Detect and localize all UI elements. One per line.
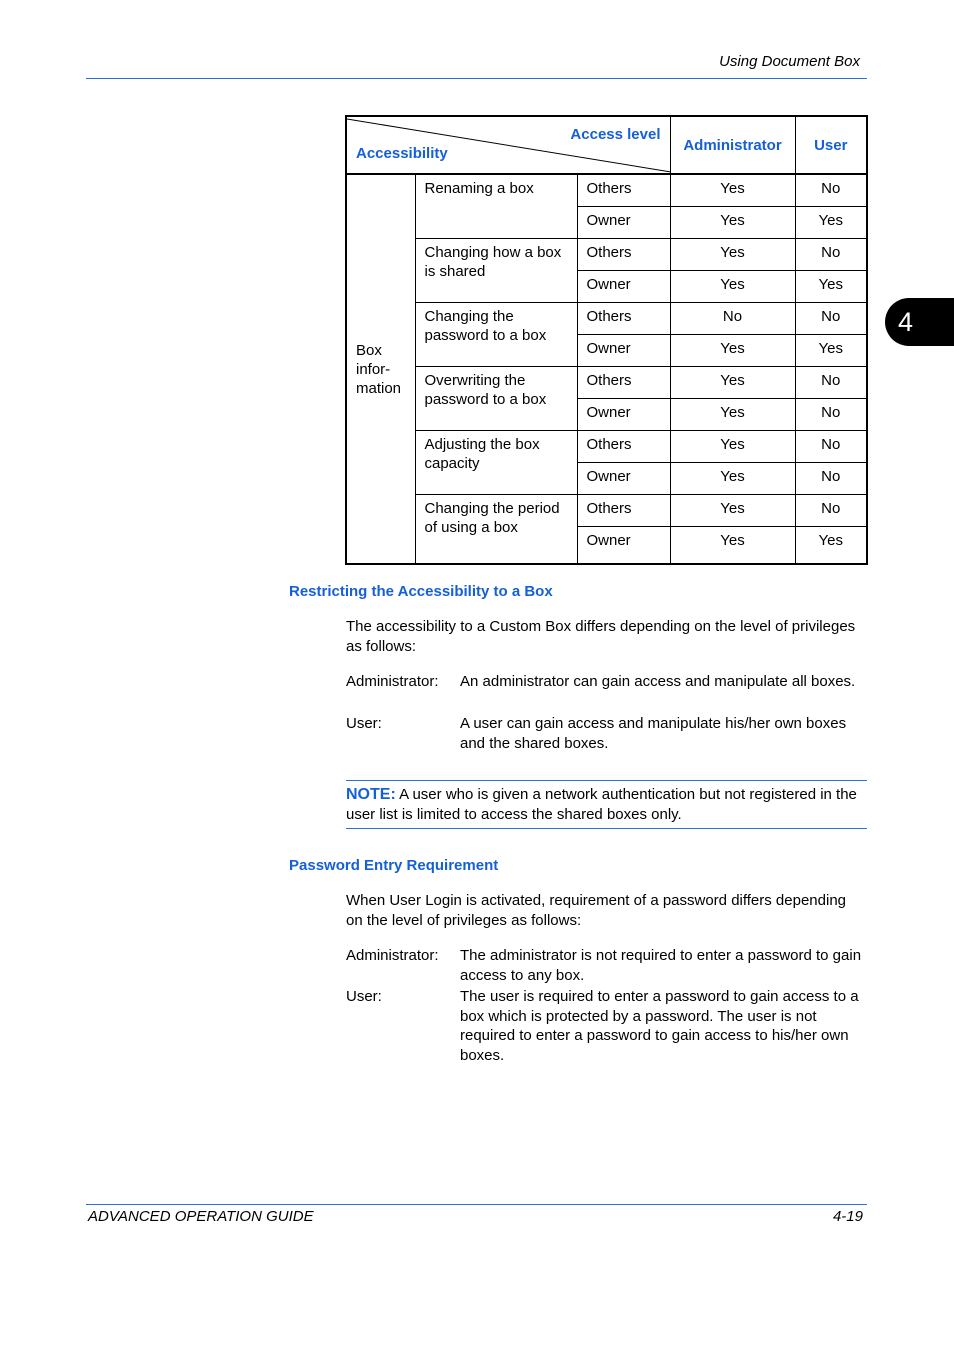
requester-cell: Others (577, 238, 670, 270)
restricting-heading: Restricting the Accessibility to a Box (289, 583, 553, 600)
requester-cell: Owner (577, 398, 670, 430)
administrator-value-cell: Yes (670, 270, 795, 302)
requester-cell: Owner (577, 334, 670, 366)
table-body (346, 174, 867, 564)
administrator-value-cell: Yes (670, 334, 795, 366)
requester-cell: Others (577, 302, 670, 334)
administrator-column-header: Administrator (670, 116, 795, 174)
table-header-row (346, 116, 867, 174)
definition-description: The administrator is not required to enter a password to gain access to any box. (460, 947, 862, 984)
operation-cell: Adjusting the box capacity (415, 430, 577, 494)
note-label: NOTE: (346, 786, 396, 803)
administrator-value-cell: Yes (670, 206, 795, 238)
diagonal-header-cell (346, 116, 670, 174)
user-value-cell: No (795, 398, 867, 430)
table-row (346, 366, 867, 398)
access-level-label: Access level (570, 126, 661, 143)
definition-description: An administrator can gain access and manipulate all boxes. (460, 673, 856, 690)
user-value-cell: Yes (795, 334, 867, 366)
note-box (346, 780, 867, 829)
operation-cell: Changing how a box is shared (415, 238, 577, 302)
definition-term: User: (346, 715, 382, 732)
header-rule (86, 78, 867, 79)
table-row (346, 238, 867, 270)
administrator-value-cell: Yes (670, 238, 795, 270)
administrator-value-cell: Yes (670, 366, 795, 398)
user-value-cell: Yes (795, 206, 867, 238)
table-row (346, 174, 867, 206)
operation-cell: Overwriting the password to a box (415, 366, 577, 430)
page-number: 4-19 (832, 1208, 863, 1225)
definition-term: User: (346, 988, 382, 1005)
user-value-cell: No (795, 238, 867, 270)
administrator-value-cell: Yes (670, 494, 795, 526)
definition-description: The user is required to enter a password to gain access to a box which is protected by a password. The user is not required to enter a password to gain access to his/her own boxes. (460, 988, 859, 1064)
footer-rule (86, 1204, 867, 1205)
administrator-value-cell: Yes (670, 462, 795, 494)
requester-cell: Others (577, 174, 670, 206)
note-text: A user who is given a network authentication but not registered in the user list is limited to access the shared boxes only. (346, 786, 857, 823)
requester-cell: Owner (577, 462, 670, 494)
user-value-cell: No (795, 366, 867, 398)
requester-cell: Others (577, 366, 670, 398)
definition-term: Administrator: (346, 673, 439, 690)
table-row (346, 430, 867, 462)
section-label-cell: Box infor- mation (346, 174, 415, 564)
running-header: Using Document Box (719, 53, 860, 70)
user-column-header: User (795, 116, 867, 174)
chapter-tab[interactable]: 4 (885, 298, 954, 346)
definition-description: A user can gain access and manipulate his/her own boxes and the shared boxes. (460, 715, 847, 752)
administrator-value-cell: Yes (670, 430, 795, 462)
user-value-cell: No (795, 174, 867, 206)
administrator-value-cell: Yes (670, 526, 795, 564)
accessibility-label: Accessibility (356, 145, 448, 162)
password-heading: Password Entry Requirement (289, 857, 499, 874)
table-row (346, 494, 867, 526)
operation-cell: Changing the period of using a box (415, 494, 577, 564)
requester-cell: Owner (577, 270, 670, 302)
table-row (346, 302, 867, 334)
user-value-cell: No (795, 494, 867, 526)
requester-cell: Owner (577, 206, 670, 238)
requester-cell: Others (577, 430, 670, 462)
user-value-cell: No (795, 430, 867, 462)
operation-cell: Changing the password to a box (415, 302, 577, 366)
restricting-intro: The accessibility to a Custom Box differs depending on the level of privileges as follows: (346, 618, 856, 655)
administrator-value-cell: No (670, 302, 795, 334)
user-value-cell: Yes (795, 526, 867, 564)
requester-cell: Others (577, 494, 670, 526)
definition-term: Administrator: (346, 947, 439, 964)
password-intro: When User Login is activated, requirement of a password differs depending on the level of privileges as follows: (346, 892, 847, 929)
footer-guide-title: ADVANCED OPERATION GUIDE (88, 1208, 314, 1225)
user-value-cell: Yes (795, 270, 867, 302)
access-table (345, 115, 868, 565)
user-value-cell: No (795, 302, 867, 334)
administrator-value-cell: Yes (670, 174, 795, 206)
requester-cell: Owner (577, 526, 670, 564)
operation-cell: Renaming a box (415, 174, 577, 238)
user-value-cell: No (795, 462, 867, 494)
administrator-value-cell: Yes (670, 398, 795, 430)
